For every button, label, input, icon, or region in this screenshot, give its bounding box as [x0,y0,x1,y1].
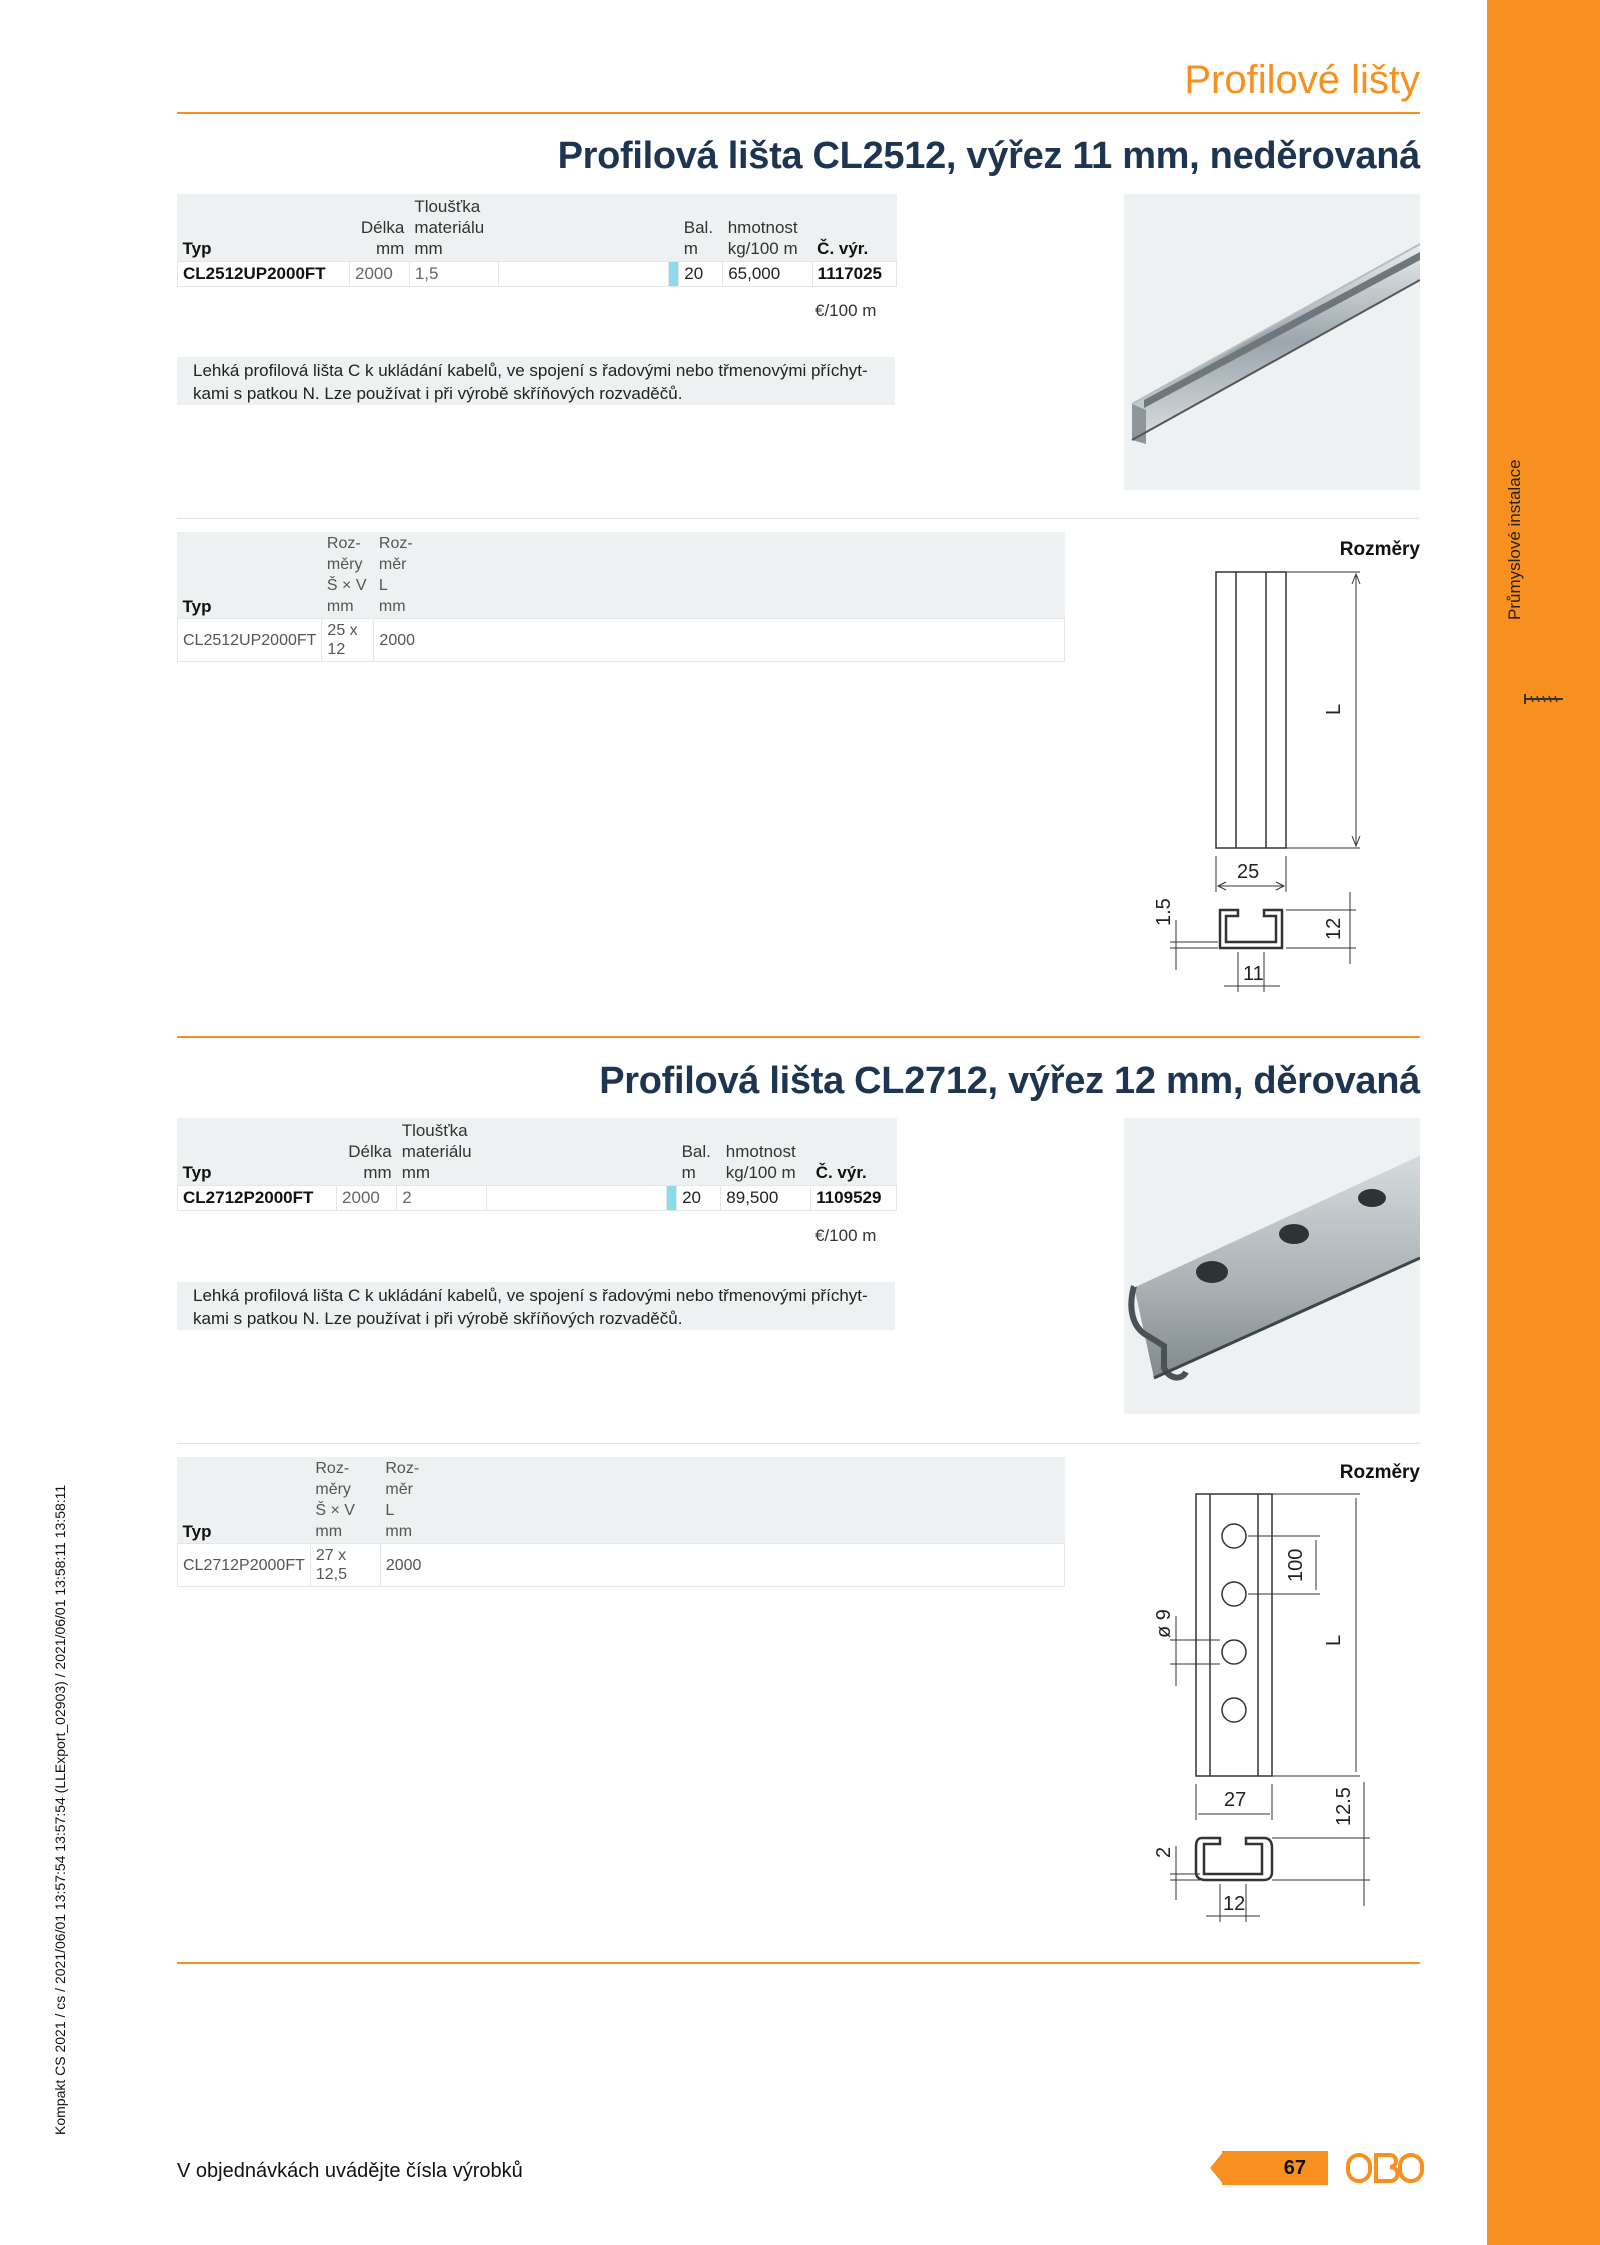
col-tloustka: Tloušťka materiálu mm [414,197,485,258]
technical-drawing [1130,1486,1390,1926]
product-title: Profilová lišta CL2712, výřez 12 mm, děrovaná [599,1060,1420,1102]
col-tloustka: Tloušťka materiálu mm [401,1121,472,1182]
screw-icon [1523,690,1567,708]
col-cislo: Č. výr. [817,239,869,258]
divider [177,112,1420,114]
availability-marker [667,1186,677,1211]
dim-height: 12.5 [1333,1787,1355,1826]
availability-marker [669,262,679,287]
dimensions-table: Typ Roz- měry Š × V mm Roz- měr L mm CL2512UP2000FT 25 x 12 2000 [177,532,1065,662]
product-photo [1124,1118,1420,1414]
col-cislo: Č. výr. [815,1163,867,1182]
obo-logo [1346,2151,1424,2185]
divider [177,1962,1420,1964]
technical-drawing [1140,560,1380,1000]
section-title: Profilové lišty [1184,58,1420,102]
dim-hole-diameter: ø 9 [1153,1609,1175,1638]
dimensions-label: Rozměry [1339,1462,1420,1483]
dim-hole-pitch: 100 [1285,1548,1307,1582]
side-tab-band [1487,0,1600,2245]
price-unit: €/100 m [815,301,877,320]
dim-slot: 12 [1223,1893,1246,1915]
table-row: CL2512UP2000FT 25 x 12 2000 [178,619,1065,662]
col-bal: Bal. m [681,1142,711,1182]
divider [177,1036,1420,1038]
dim-width: 27 [1224,1789,1247,1811]
product-title: Profilová lišta CL2512, výřez 11 mm, neděrovaná [557,135,1420,177]
dim-height: 12 [1323,917,1345,940]
product-description: Lehká profilová lišta C k ukládání kabelů, ve spojení s řadovými nebo třmenovými příchyt- kami s patkou N. Lze používat i při výrobě skříňových rozvaděčů. [177,1282,895,1330]
divider [177,1443,1420,1444]
dimensions-table: Typ Roz- měry Š × V mm Roz- měr L mm CL2712P2000FT 27 x 12,5 2000 [177,1457,1065,1587]
order-table [177,194,897,287]
side-tab-label: Průmyslové instalace [1505,459,1524,620]
dim-thickness: 2 [1153,1846,1175,1858]
dim-slot: 11 [1243,963,1264,985]
col-delka: Délka mm [348,1142,392,1182]
print-meta: Kompakt CS 2021 / cs / 2021/06/01 13:57:54 13:57:54 (LLExport_02903) / 2021/06/01 13:58:11 13:58:11 [52,1484,68,2135]
page-number: 67 [1222,2151,1328,2185]
dim-length: L [1323,1634,1345,1646]
table-row: CL2712P2000FT 27 x 12,5 2000 [178,1544,1065,1587]
dim-width: 25 [1237,861,1260,883]
col-typ: Typ [182,239,212,258]
footer-note: V objednávkách uvádějte čísla výrobků [177,2160,523,2182]
table-row: CL2512UP2000FT 2000 1,5 20 65,000 1117025 [178,262,897,287]
col-bal: Bal. m [683,218,714,258]
dim-thickness: 1.5 [1153,898,1175,926]
table-row: CL2712P2000FT 2000 2 20 89,500 1109529 [178,1186,897,1211]
order-table [177,1118,897,1211]
dim-length: L [1323,703,1345,715]
col-hmotnost: hmotnost kg/100 m [727,218,798,258]
divider [177,518,1420,519]
product-description: Lehká profilová lišta C k ukládání kabelů, ve spojení s řadovými nebo třmenovými příchyt- kami s patkou N. Lze používat i při výrobě skříňových rozvaděčů. [177,357,895,405]
dimensions-label: Rozměry [1339,539,1420,560]
product-photo [1124,194,1420,490]
price-unit: €/100 m [815,1226,877,1245]
col-hmotnost: hmotnost kg/100 m [725,1142,796,1182]
col-delka: Délka mm [360,218,405,258]
col-typ: Typ [182,1163,212,1182]
